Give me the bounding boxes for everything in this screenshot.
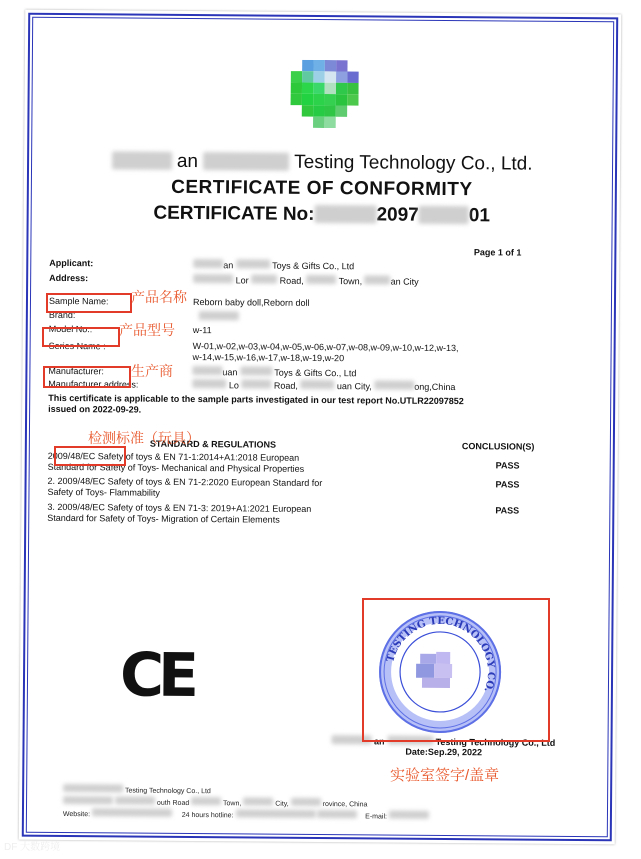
issue-date: Date:Sep.29, 2022 [405, 746, 483, 758]
redacted-text [389, 811, 429, 819]
standard-1-result: PASS [495, 460, 520, 471]
manufacturer-address-label: Manufacturer address: [48, 378, 139, 390]
standard-1-line-2: Standard for Safety of Toys- Mechanical and Physical Properties [47, 461, 305, 474]
ce-mark: CE [119, 640, 194, 712]
footer-address-b: Town, [223, 800, 242, 808]
redacted-text [240, 366, 272, 375]
address-partial-d: an City [390, 276, 419, 287]
model-no-label: Model No.: [48, 323, 93, 335]
footer-company [63, 784, 211, 795]
redacted-text [306, 275, 336, 284]
annotation-model-no: 产品型号 [119, 322, 175, 338]
annotation-product-name: 产品名称 [131, 289, 187, 305]
standard-3-line-2: Standard for Safety of Toys- Migration of Certain Elements [47, 512, 280, 525]
footer-website-label: Website: [62, 810, 91, 819]
annotation-lab-signature: 实验室签字/盖章 [390, 767, 500, 784]
address-partial-b: Road, [279, 275, 304, 286]
certificate-title: CERTIFICATE OF CONFORMITY [171, 176, 473, 201]
manufacturer-partial-b: Toys & Gifts Co., Ltd [274, 367, 357, 379]
applicability-line-1: This certificate is applicable to the sample parts investigated in our test report No.UTLR22097852 [48, 392, 464, 407]
manufacturer-address-partial-d: ong,China [414, 381, 456, 393]
annotation-box-standard [54, 446, 126, 466]
standard-1-line-1: 2009/48/EC Safety of toys & EN 71-1:2014+A1:2018 European [47, 450, 300, 463]
redacted-text [374, 380, 414, 389]
footer-hotline-label: 24 hours hotline: [181, 811, 234, 820]
annotation-box-stamp [362, 598, 550, 742]
sample-name-value: Reborn baby doll,Reborn doll [192, 296, 310, 308]
redacted-text [291, 798, 321, 806]
redacted-text [365, 275, 391, 284]
footer-address-a: outh Road [156, 799, 190, 807]
applicant-value [193, 259, 354, 271]
standards-heading: STANDARD & REGULATIONS [149, 438, 277, 450]
footer-address-d: rovince, China [322, 801, 368, 809]
address-label: Address: [49, 272, 89, 284]
redacted-text [199, 311, 239, 320]
series-line-2: w-14,w-15,w-16,w-17,w-18,w-19,w-20 [192, 351, 345, 364]
issuer-partial-1: an [176, 150, 199, 173]
manufacturer-address-partial-a: Lo [228, 380, 239, 391]
redacted-text [300, 380, 334, 389]
redacted-text [63, 796, 113, 804]
redacted-text [241, 379, 271, 388]
redacted-text [192, 379, 226, 388]
annotation-test-standard: 检测标准（玩具） [88, 430, 200, 446]
brand-value [199, 311, 239, 322]
signatory-partial-b: Testing Technology Co., Ltd [435, 736, 556, 748]
redacted-text [317, 810, 357, 818]
annotation-box-model-no [42, 327, 120, 347]
address-value [193, 274, 419, 287]
sample-name-label: Sample Name: [48, 295, 109, 307]
standard-2-line-1: 2. 2009/48/EC Safety of toys & EN 71-2:2020 European Standard for [47, 475, 323, 489]
watermark: DF 大数跨境 [4, 842, 61, 853]
cert-no-part1: 2097 [376, 204, 419, 226]
redacted-text [112, 151, 172, 169]
cert-no-part2: 01 [468, 205, 491, 227]
manufacturer-address-partial-b: Road, [273, 380, 298, 391]
manufacturer-address-partial-c: uan City, [336, 381, 372, 392]
standard-2-line-2: Safety of Toys- Flammability [47, 486, 160, 498]
address-partial-c: Town, [338, 276, 363, 287]
applicant-label: Applicant: [49, 257, 94, 269]
redacted-text [236, 259, 270, 268]
redacted-text [314, 205, 376, 223]
signatory-partial-a: an [374, 736, 385, 747]
annotation-manufacturer: 生产商 [131, 363, 173, 379]
redacted-text [203, 152, 289, 171]
model-no-value: w-11 [192, 324, 212, 336]
annotation-box-sample-name [46, 293, 132, 313]
footer-email-label: E-mail: [365, 813, 387, 821]
company-logo [290, 60, 359, 129]
standard-3-line-1: 3. 2009/48/EC Safety of toys & EN 71-3: 2019+A1:2021 European [47, 501, 312, 514]
redacted-text [193, 274, 233, 283]
cert-no-label: CERTIFICATE No: [153, 202, 315, 225]
manufacturer-label: Manufacturer: [48, 365, 105, 377]
redacted-text [191, 797, 221, 805]
standard-3-result: PASS [495, 505, 520, 516]
manufacturer-address-value [192, 379, 455, 392]
standard-item-2 [47, 476, 407, 500]
conclusions-heading: CONCLUSION(S) [461, 441, 535, 452]
certificate-number [24, 202, 620, 229]
stamp-ring-text: TESTING TECHNOLOGY CO. [385, 615, 497, 694]
page-number: Page 1 of 1 [473, 247, 522, 258]
redacted-text [92, 808, 172, 817]
standard-2-result: PASS [495, 479, 520, 490]
manufacturer-partial-a: uan [222, 367, 238, 378]
series-line-1: W-01,w-02,w-03,w-04,w-05,w-06,w-07,w-08,w-09,w-10,w-12,w-13, [192, 340, 459, 354]
standard-item-3 [47, 502, 407, 526]
applicant-partial-a: an [223, 260, 234, 271]
brand-label: Brand: [48, 309, 76, 321]
redacted-text [243, 797, 273, 805]
redacted-text [419, 206, 469, 224]
redacted-text [115, 796, 155, 804]
redacted-text [235, 809, 315, 818]
redacted-text [251, 274, 277, 283]
address-partial-a: Lor [235, 275, 249, 286]
issuer-partial-2: Testing Technology Co., Ltd. [294, 151, 533, 175]
manufacturer-value [192, 366, 356, 378]
series-name-label: Series Name : [48, 340, 106, 352]
applicant-partial-b: Toys & Gifts Co., Ltd [272, 260, 355, 272]
redacted-text [192, 366, 222, 375]
footer-address-c: City, [275, 800, 289, 808]
annotation-box-manufacturer [43, 366, 131, 388]
footer-company-text: Testing Technology Co., Ltd [124, 787, 211, 796]
redacted-text [63, 784, 123, 792]
applicability-line-2: issued on 2022-09-29. [48, 403, 142, 415]
issuer-company-name [24, 150, 620, 177]
redacted-text [193, 259, 223, 268]
